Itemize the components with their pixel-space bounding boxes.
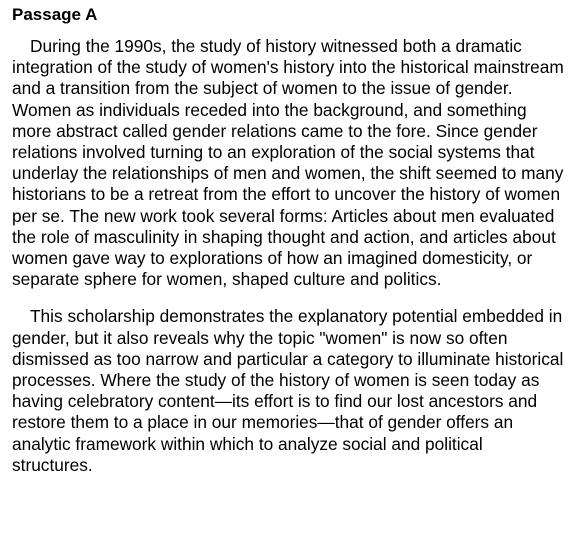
passage-paragraph-1: During the 1990s, the study of history witnessed both a dramatic integration of the study of women's history into the historical mainstream and a transition from the subject of women to the issue of gender. Women as individuals receded into the background, and something more abstract called gender relations came to the fore. Since gender relations involved turning to an exploration of the social systems that underlay the relationships of men and women, the shift seemed to many historians to be a retreat from the effort to uncover the history of women per se. The new work took several forms: Articles about men evaluated the role of masculinity in shaping thought and action, and articles about women gave way to explorations of how an imagined domesticity, or separate sphere for women, shaped culture and politics. xyxy=(12,36,564,290)
passage-container xyxy=(12,4,568,476)
passage-paragraph-2: This scholarship demonstrates the explanatory potential embedded in gender, but it also reveals why the topic "women" is now so often dismissed as too narrow and particular a category to illuminate historical processes. Where the study of the history of women is seen today as having celebratory content—its effort is to find our lost ancestors and restore them to a place in our memories—that of gender offers an analytic framework within which to analyze social and political structures. xyxy=(12,306,564,475)
passage-title: Passage A xyxy=(12,5,98,24)
